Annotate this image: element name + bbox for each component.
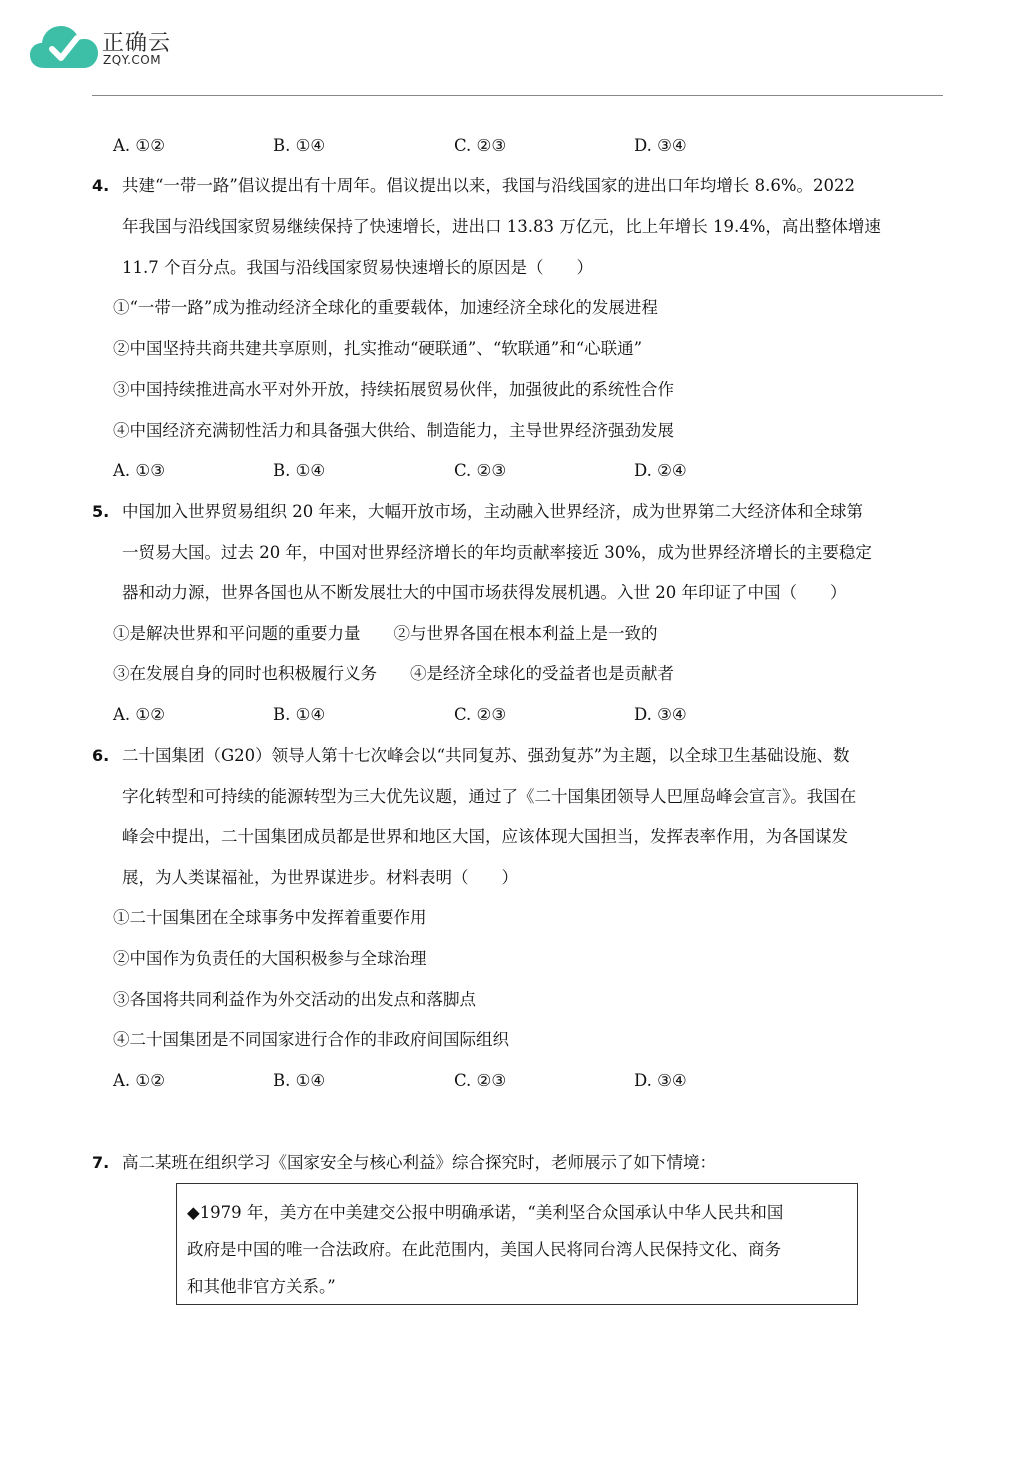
q6-option-b: B. ①④ [273, 1071, 326, 1090]
q6-stem-line: 峰会中提出，二十国集团成员都是世界和地区大国，应该体现大国担当，发挥表率作用，为各国谋发 [122, 827, 848, 846]
q5-option-c: C. ②③ [454, 705, 507, 724]
q4-item-3: ③中国持续推进高水平对外开放，持续拓展贸易伙伴，加强彼此的系统性合作 [113, 380, 674, 399]
header-divider [92, 95, 943, 96]
q4-option-b: B. ①④ [273, 461, 326, 480]
q5-items-row-2: ③在发展自身的同时也积极履行义务 ④是经济全球化的受益者也是贡献者 [113, 664, 674, 683]
q6-item-3: ③各国将共同利益作为外交活动的出发点和落脚点 [113, 990, 476, 1009]
q6-stem-line: 展，为人类谋福祉，为世界谋进步。材料表明（ ） [122, 868, 518, 887]
q7-stem: 高二某班在组织学习《国家安全与核心利益》综合探究时，老师展示了如下情境： [122, 1153, 716, 1172]
q5-option-b: B. ①④ [273, 705, 326, 724]
q4-option-c: C. ②③ [454, 461, 507, 480]
q4-option-d: D. ②④ [634, 461, 687, 480]
logo [30, 22, 180, 74]
q7-number: 7. [92, 1153, 110, 1172]
q5-stem-line: 中国加入世界贸易组织 20 年来，大幅开放市场，主动融入世界经济，成为世界第二大经济体和全球第 [122, 502, 863, 521]
q6-item-2: ②中国作为负责任的大国积极参与全球治理 [113, 949, 427, 968]
q3-option-d: D. ③④ [634, 136, 687, 155]
q6-number: 6. [92, 746, 110, 765]
q6-stem-line: 字化转型和可持续的能源转型为三大优先议题，通过了《二十国集团领导人巴厘岛峰会宣言》。我国在 [122, 787, 857, 806]
q7-box-line: 政府是中国的唯一合法政府。在此范围内，美国人民将同台湾人民保持文化、商务 [187, 1240, 781, 1259]
q4-stem-line: 共建“一带一路”倡议提出有十周年。倡议提出以来，我国与沿线国家的进出口年均增长 8.6%。2022 [122, 176, 856, 195]
q5-items-row-1: ①是解决世界和平问题的重要力量 ②与世界各国在根本利益上是一致的 [113, 624, 658, 643]
q3-option-b: B. ①④ [273, 136, 326, 155]
q5-number: 5. [92, 502, 110, 521]
q7-box-line: ◆1979 年，美方在中美建交公报中明确承诺，“美利坚合众国承认中华人民共和国 [187, 1203, 784, 1222]
q4-stem-line: 年我国与沿线国家贸易继续保持了快速增长，进出口 13.83 万亿元，比上年增长 19.4%，高出整体增速 [122, 217, 881, 236]
q5-stem-line: 器和动力源，世界各国也从不断发展壮大的中国市场获得发展机遇。入世 20 年印证了中国（ ） [122, 583, 847, 602]
q4-number: 4. [92, 176, 110, 195]
q3-option-a: A. ①② [113, 136, 165, 155]
q5-option-d: D. ③④ [634, 705, 687, 724]
q6-option-d: D. ③④ [634, 1071, 687, 1090]
q6-item-1: ①二十国集团在全球事务中发挥着重要作用 [113, 908, 427, 927]
q6-stem-line: 二十国集团（G20）领导人第十七次峰会以“共同复苏、强劲复苏”为主题，以全球卫生基础设施、数 [122, 746, 850, 765]
q4-item-1: ①“一带一路”成为推动经济全球化的重要载体，加速经济全球化的发展进程 [113, 298, 658, 317]
logo-text-cn: 正确云 [102, 31, 172, 56]
q7-box-line: 和其他非官方关系。” [187, 1277, 336, 1296]
logo-text-en: ZQY.COM [103, 53, 162, 67]
q4-option-a: A. ①③ [113, 461, 165, 480]
q7-material-box [176, 1183, 858, 1305]
q3-option-c: C. ②③ [454, 136, 507, 155]
q4-stem-line: 11.7 个百分点。我国与沿线国家贸易快速增长的原因是（ ） [122, 258, 593, 277]
q6-option-a: A. ①② [113, 1071, 165, 1090]
q5-option-a: A. ①② [113, 705, 165, 724]
q6-option-c: C. ②③ [454, 1071, 507, 1090]
q4-item-4: ④中国经济充满韧性活力和具备强大供给、制造能力，主导世界经济强劲发展 [113, 421, 674, 440]
q4-item-2: ②中国坚持共商共建共享原则，扎实推动“硬联通”、“软联通”和“心联通” [113, 339, 643, 358]
q6-item-4: ④二十国集团是不同国家进行合作的非政府间国际组织 [113, 1030, 509, 1049]
q5-stem-line: 一贸易大国。过去 20 年，中国对世界经济增长的年均贡献率接近 30%，成为世界经济增长的主要稳定 [122, 543, 872, 562]
cloud-check-icon [30, 22, 98, 74]
